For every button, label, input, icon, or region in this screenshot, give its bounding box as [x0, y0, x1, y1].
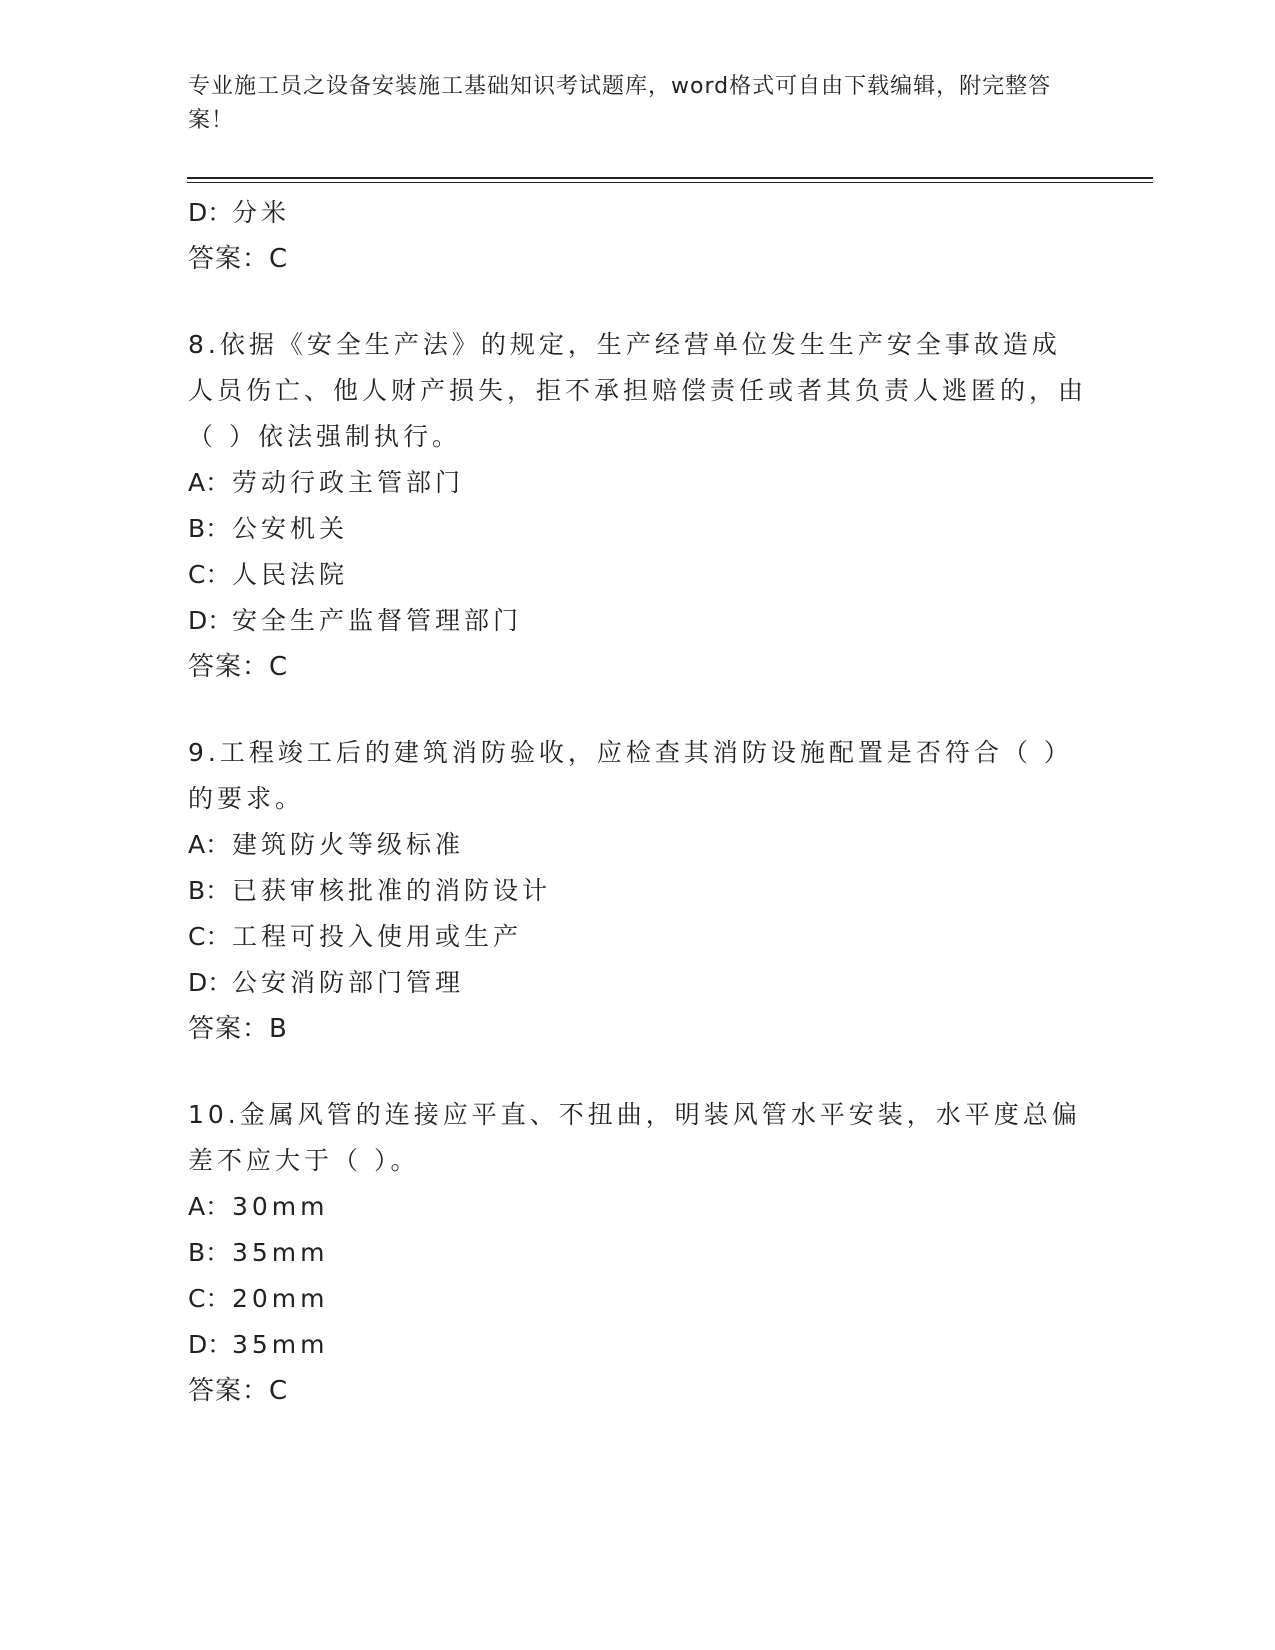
option-text: 分米 [232, 198, 291, 227]
option-text: 20mm [232, 1284, 329, 1313]
previous-question-tail [188, 190, 1088, 282]
option-key: B： [188, 876, 231, 905]
option-key: B： [188, 514, 231, 543]
option-b [188, 868, 1088, 914]
option-text: 35mm [232, 1238, 329, 1267]
question-text: 8.依据《安全生产法》的规定，生产经营单位发生生产安全事故造成人员伤亡、他人财产损失，拒不承担赔偿责任或者其负责人逃匿的，由（ ）依法强制执行。 [188, 330, 1088, 451]
option-text: 已获审核批准的消防设计 [232, 876, 552, 905]
answer-line: 答案：C [188, 244, 289, 274]
answer-line: 答案：B [188, 1014, 288, 1044]
option-c [188, 1276, 1088, 1322]
question-text: 9.工程竣工后的建筑消防验收，应检查其消防设施配置是否符合（ ）的要求。 [188, 738, 1073, 813]
option-text: 公安机关 [232, 514, 349, 543]
option-text: 建筑防火等级标准 [232, 830, 465, 859]
answer-line: 答案：C [188, 1376, 289, 1406]
question-10 [188, 1092, 1088, 1414]
option-key: A： [188, 468, 231, 497]
option-b [188, 1230, 1088, 1276]
option-text: 工程可投入使用或生产 [232, 922, 523, 951]
option-text: 劳动行政主管部门 [232, 468, 465, 497]
option-key: C： [188, 1284, 231, 1313]
question-text: 10.金属风管的连接应平直、不扭曲，明装风管水平安装，水平度总偏差不应大于（ ）。 [188, 1100, 1081, 1175]
option-a [188, 1184, 1088, 1230]
option-text: 公安消防部门管理 [232, 968, 465, 997]
header-divider [187, 177, 1153, 183]
question-8 [188, 322, 1088, 690]
question-9 [188, 730, 1088, 1052]
page-header: 专业施工员之设备安装施工基础知识考试题库，word格式可自由下载编辑，附完整答案！ [188, 74, 1052, 133]
option-key: D： [188, 606, 233, 635]
option-a [188, 822, 1088, 868]
option-c [188, 914, 1088, 960]
question-list [188, 190, 1088, 1414]
option-text: 安全生产监督管理部门 [232, 606, 523, 635]
option-text: 35mm [232, 1330, 329, 1359]
option-key: D： [188, 968, 233, 997]
option-d [188, 598, 1088, 644]
option-key: C： [188, 560, 231, 589]
option-key: D： [188, 1330, 233, 1359]
option-d [188, 1322, 1088, 1368]
option-d [188, 960, 1088, 1006]
option-c [188, 552, 1088, 598]
option-key: B： [188, 1238, 231, 1267]
option-d [188, 190, 1088, 236]
option-key: D： [188, 198, 233, 227]
option-a [188, 460, 1088, 506]
option-key: C： [188, 922, 231, 951]
option-text: 人民法院 [232, 560, 349, 589]
option-key: A： [188, 830, 231, 859]
option-b [188, 506, 1088, 552]
answer-line: 答案：C [188, 652, 289, 682]
option-text: 30mm [232, 1192, 329, 1221]
option-key: A： [188, 1192, 231, 1221]
